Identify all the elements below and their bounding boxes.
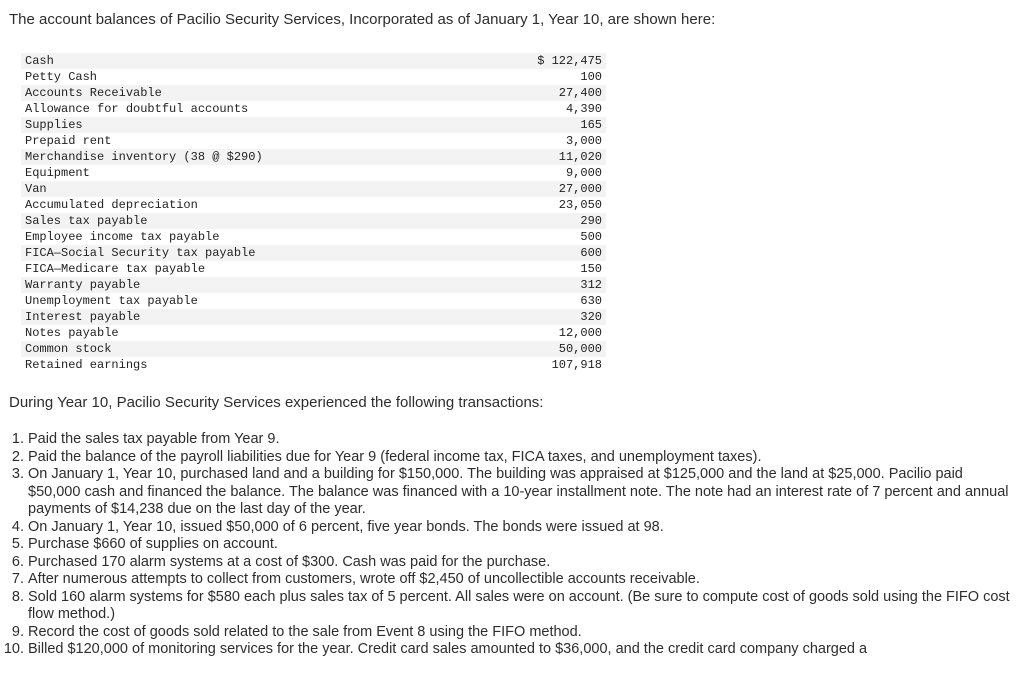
item-number: 2. [11, 448, 24, 465]
account-balances-table [21, 53, 606, 373]
account-amount: 4,390 [472, 101, 606, 117]
table-row [21, 53, 606, 69]
account-amount: 23,050 [472, 197, 606, 213]
item-text: On January 1, Year 10, purchased land and a building for $150,000. The building was appraised at $125,000 and the land at $25,000. Pacilio paid $50,000 cash and financed the balance. The balance was financed with a 10-year installment note. The note had an interest rate of 7 percent and annual payments of $14,238 due on the last day of the year. [28, 466, 1009, 517]
table-row [21, 261, 606, 277]
account-name: Employee income tax payable [21, 229, 472, 245]
account-name: Merchandise inventory (38 @ $290) [21, 149, 472, 165]
item-text: On January 1, Year 10, issued $50,000 of 6 percent, five year bonds. The bonds were issued at 98. [28, 518, 664, 535]
list-item [0, 519, 1010, 537]
table-row [21, 149, 606, 165]
list-item [0, 449, 1010, 467]
account-amount: 150 [472, 261, 606, 277]
account-name: Supplies [21, 117, 472, 133]
table-row [21, 245, 606, 261]
table-row [21, 325, 606, 341]
account-amount: 27,000 [472, 181, 606, 197]
item-text: Record the cost of goods sold related to the sale from Event 8 using the FIFO method. [28, 623, 582, 640]
item-number: 1. [11, 431, 24, 447]
item-number: 7. [11, 571, 24, 587]
list-item [0, 554, 1010, 572]
item-text: Paid the sales tax payable from Year 9. [28, 431, 280, 447]
table-row [21, 309, 606, 325]
account-amount: 9,000 [472, 165, 606, 181]
item-text: After numerous attempts to collect from customers, wrote off $2,450 of uncollectible accounts receivable. [28, 571, 700, 587]
transaction-list [0, 431, 1010, 659]
account-name: Van [21, 181, 472, 197]
table-row [21, 341, 606, 357]
item-number: 8. [11, 588, 24, 605]
table-row [21, 117, 606, 133]
item-text: Purchased 170 alarm systems at a cost of $300. Cash was paid for the purchase. [28, 553, 551, 570]
account-amount: 27,400 [472, 85, 606, 101]
table-row [21, 85, 606, 101]
table-row [21, 277, 606, 293]
account-name: Interest payable [21, 309, 472, 325]
table-row [21, 101, 606, 117]
table-row [21, 181, 606, 197]
list-item [0, 466, 1010, 519]
item-number: 6. [11, 553, 24, 570]
account-amount: 500 [472, 229, 606, 245]
account-name: Notes payable [21, 325, 472, 341]
account-amount: $ 122,475 [472, 53, 606, 69]
account-amount: 107,918 [472, 357, 606, 373]
table-row [21, 213, 606, 229]
account-name: Accounts Receivable [21, 85, 472, 101]
account-name: Unemployment tax payable [21, 293, 472, 309]
account-name: Common stock [21, 341, 472, 357]
account-amount: 12,000 [472, 325, 606, 341]
account-name: Retained earnings [21, 357, 472, 373]
item-text: Sold 160 alarm systems for $580 each plus sales tax of 5 percent. All sales were on account. (Be sure to compute cost of goods sold using the FIFO cost flow method.) [28, 588, 1010, 622]
account-name: Prepaid rent [21, 133, 472, 149]
list-item [0, 624, 1010, 642]
account-amount: 165 [472, 117, 606, 133]
item-text: Paid the balance of the payroll liabilities due for Year 9 (federal income tax, FICA taxes, and unemployment taxes). [28, 448, 762, 465]
list-item [0, 431, 1010, 449]
item-number: 5. [11, 536, 24, 552]
account-name: Equipment [21, 165, 472, 181]
account-amount: 320 [472, 309, 606, 325]
list-item [0, 536, 1010, 554]
account-amount: 50,000 [472, 341, 606, 357]
transactions-intro: During Year 10, Pacilio Security Services experienced the following transactions: [9, 394, 544, 411]
item-text: Billed $120,000 of monitoring services for the year. Credit card sales amounted to $36,000, and the credit card company charged a [28, 641, 868, 657]
table-row [21, 293, 606, 309]
item-text: Purchase $660 of supplies on account. [28, 536, 278, 552]
item-number: 4. [11, 518, 24, 535]
table-row [21, 165, 606, 181]
account-amount: 11,020 [472, 149, 606, 165]
list-item [0, 641, 1010, 659]
list-item [0, 571, 1010, 589]
account-name: FICA—Social Security tax payable [21, 245, 472, 261]
account-amount: 100 [472, 69, 606, 85]
item-number: 3. [11, 466, 24, 482]
account-name: Petty Cash [21, 69, 472, 85]
table-row [21, 197, 606, 213]
account-name: FICA—Medicare tax payable [21, 261, 472, 277]
account-amount: 312 [472, 277, 606, 293]
table-row [21, 133, 606, 149]
table-row [21, 69, 606, 85]
list-item [0, 589, 1010, 624]
account-name: Allowance for doubtful accounts [21, 101, 472, 117]
item-number: 10. [3, 641, 24, 657]
table-row [21, 229, 606, 245]
account-name: Warranty payable [21, 277, 472, 293]
account-amount: 290 [472, 213, 606, 229]
account-name: Sales tax payable [21, 213, 472, 229]
item-number: 9. [11, 623, 24, 640]
account-amount: 630 [472, 293, 606, 309]
account-amount: 600 [472, 245, 606, 261]
table-row [21, 357, 606, 373]
account-name: Cash [21, 53, 472, 69]
account-name: Accumulated depreciation [21, 197, 472, 213]
account-amount: 3,000 [472, 133, 606, 149]
intro-text: The account balances of Pacilio Security Services, Incorporated as of January 1, Year 10, are shown here: [9, 11, 716, 28]
